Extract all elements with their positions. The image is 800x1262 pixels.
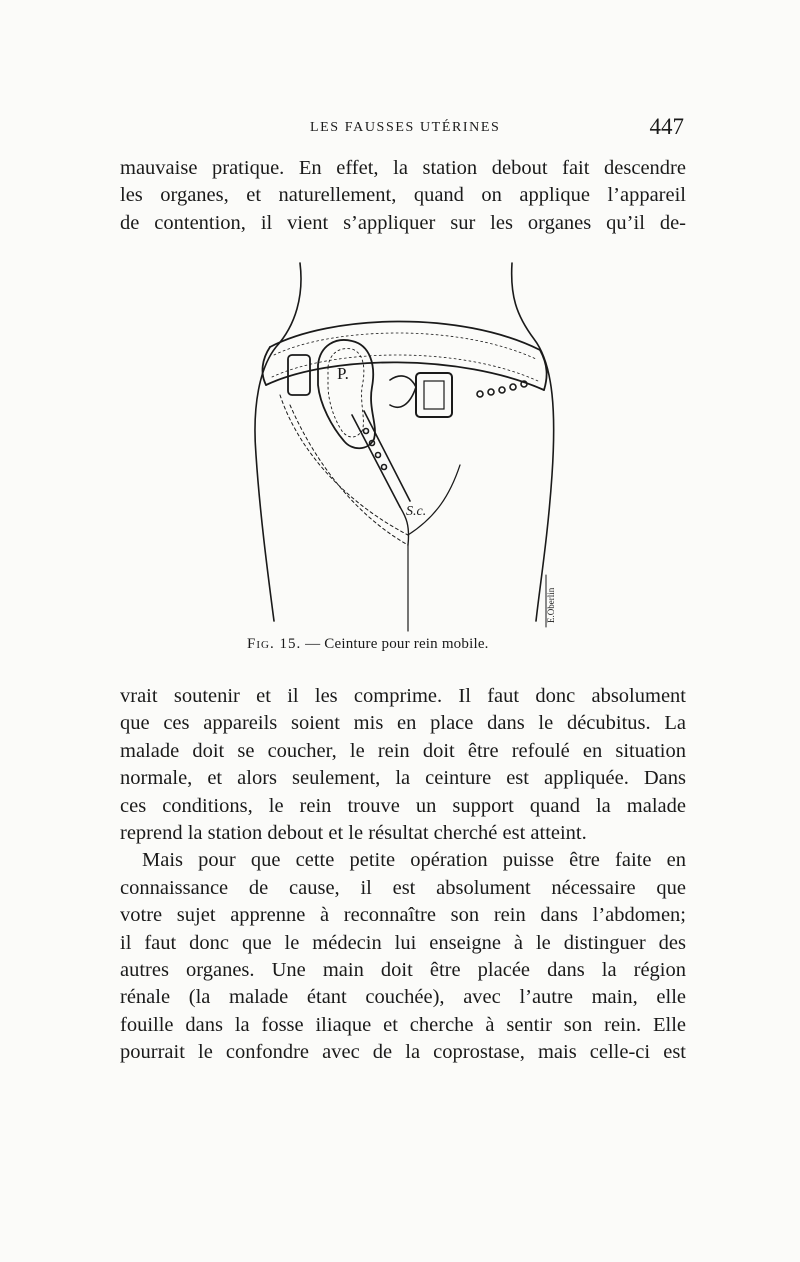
text-line: Mais pour que cette petite opération puisse être faite en (142, 849, 686, 872)
page-number: 447 (649, 114, 684, 139)
text-line: reprend la station debout et le résultat cherché est atteint. (120, 822, 587, 845)
text-line: autres organes. Une main doit être placée dans la région (120, 959, 686, 982)
label-sc: S.c. (406, 504, 427, 519)
text-line: fouille dans la fosse iliaque et cherche à sentir son rein. Elle (120, 1013, 686, 1036)
figure-number: Fig. 15. (247, 636, 302, 652)
paragraph-top (120, 155, 686, 237)
body-outline-left (255, 263, 301, 621)
figure-belt-illustration (240, 255, 570, 635)
text-line: les organes, et naturellement, quand on applique l’appareil (120, 184, 686, 207)
text-line: de contention, il vient s’appliquer sur les organes qu’il de- (120, 211, 686, 234)
body-outline-right (512, 263, 554, 621)
text-line: votre sujet apprenne à reconnaître son rein dans l’abdomen; (120, 904, 686, 927)
figure-caption (247, 636, 567, 653)
text-line: connaissance de cause, il est absolument nécessaire que (120, 876, 686, 899)
text-line: que ces appareils soient mis en place dans le décubitus. La (120, 712, 686, 735)
text-line: vrait soutenir et il les comprime. Il faut donc absolument (120, 685, 686, 707)
text-line: mauvaise pratique. En effet, la station debout fait descendre (120, 157, 686, 179)
text-line: rénale (la malade étant couchée), avec l’autre main, elle (120, 986, 686, 1009)
caption-text: — Ceinture pour rein mobile. (301, 636, 489, 652)
text-line: ces conditions, le rein trouve un support quand la malade (120, 794, 686, 817)
text-line: il faut donc que le médecin lui enseigne à le distinguer des (120, 931, 686, 954)
engraver-signature: E.Oberlin (546, 587, 556, 623)
text-line: malade doit se coucher, le rein doit être refoulé en situation (120, 739, 686, 762)
belt-engraving (240, 255, 570, 635)
running-head (120, 114, 686, 142)
text-line: normale, et alors seulement, la ceinture est appliquée. Dans (120, 767, 686, 790)
paragraph-bottom (120, 683, 686, 1067)
running-title: LES FAUSSES UTÉRINES (310, 120, 501, 135)
text-line: pourrait le confondre avec de la coprostase, mais celle-ci est (120, 1041, 686, 1064)
label-pad-p: P. (337, 364, 349, 383)
